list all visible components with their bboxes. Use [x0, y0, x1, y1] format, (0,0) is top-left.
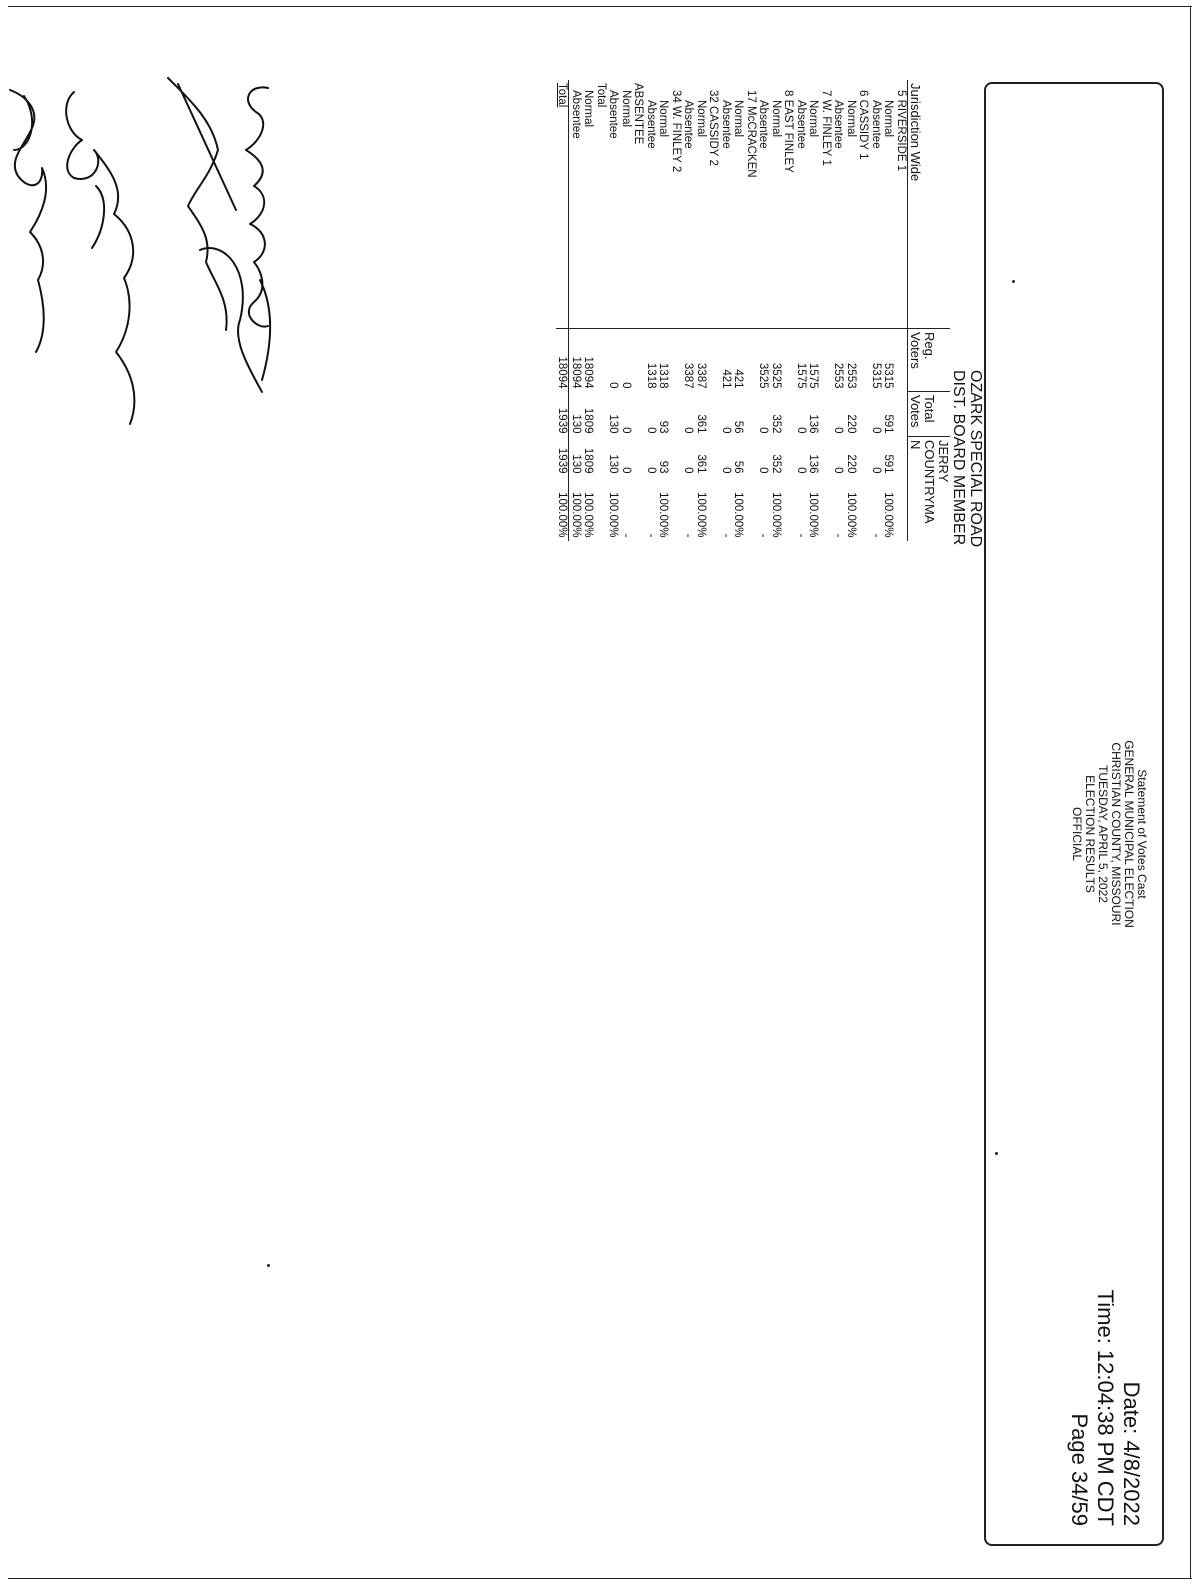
row-candidate-votes: 136: [807, 454, 820, 474]
scan-speck: [995, 1152, 998, 1155]
grand-total-label: Total: [556, 80, 569, 329]
row-candidate-pct: -: [720, 533, 732, 538]
row-candidate-pct: [895, 477, 908, 541]
row-reg-voters: [670, 329, 683, 392]
row-candidate-pct: 100.00%: [570, 492, 582, 538]
row-label: Absentee: [682, 100, 695, 149]
row-reg-voters: 3387: [682, 329, 695, 392]
row-label: Normal: [807, 100, 820, 138]
table-row: [695, 80, 708, 541]
contest-title: [950, 370, 984, 640]
scan-speck: [1012, 280, 1015, 283]
row-candidate-votes: 0: [620, 467, 632, 474]
table-row: [857, 80, 870, 541]
row-total-votes: 0: [795, 427, 807, 434]
table-row: [720, 80, 733, 541]
row-candidate-votes: 0: [757, 467, 770, 474]
row-label: Absentee: [832, 100, 845, 149]
row-total-votes: 0: [620, 427, 632, 434]
results-body: [569, 80, 908, 541]
row-reg-voters: 421: [720, 329, 733, 392]
row-label: 32 CASSIDY 2: [707, 90, 720, 166]
row-label: Absentee: [607, 90, 620, 139]
row-total-votes: [782, 392, 795, 437]
table-row: [820, 80, 833, 541]
row-candidate-pct: [857, 477, 870, 541]
row-candidate-pct: -: [832, 533, 845, 538]
row-candidate-votes: [857, 437, 870, 477]
row-label: Absentee: [757, 100, 770, 149]
table-row: [569, 80, 582, 541]
row-candidate-votes: 0: [832, 467, 845, 474]
row-candidate-pct: -: [620, 533, 632, 538]
table-row: [770, 80, 783, 541]
row-reg-voters: [820, 329, 833, 392]
scan-speck: [267, 1264, 270, 1267]
row-reg-voters: 3525: [757, 329, 770, 392]
grand-total-pct: 100.00%: [556, 477, 569, 541]
row-candidate-pct: 100.00%: [657, 492, 670, 538]
row-candidate-pct: 100.00%: [695, 492, 707, 538]
table-row: [807, 80, 820, 541]
row-total-votes: 220: [845, 414, 857, 434]
contest-title-line1: OZARK SPECIAL ROAD: [967, 370, 984, 548]
row-candidate-votes: 93: [657, 460, 670, 474]
row-reg-voters: 3387: [695, 329, 708, 392]
row-candidate-votes: [707, 437, 720, 477]
row-reg-voters: 18094: [582, 329, 595, 392]
row-reg-voters: [857, 329, 870, 392]
row-candidate-votes: [782, 437, 795, 477]
row-label: 34 W. FINLEY 2: [670, 90, 682, 173]
row-label: 8 EAST FINLEY: [782, 90, 795, 173]
table-row: [832, 80, 845, 541]
row-candidate-votes: 220: [845, 454, 857, 474]
row-reg-voters: 18094: [569, 329, 582, 392]
row-reg-voters: [632, 329, 645, 392]
row-total-votes: 93: [657, 420, 670, 434]
row-total-votes: [707, 392, 720, 437]
row-total-votes: [670, 392, 683, 437]
table-row: [582, 80, 595, 541]
row-candidate-votes: 130: [607, 454, 620, 474]
row-candidate-votes: 56: [732, 460, 745, 474]
table-row: [707, 80, 720, 541]
row-total-votes: 0: [832, 427, 845, 434]
row-candidate-votes: 0: [720, 467, 732, 474]
row-total-votes: 0: [757, 427, 770, 434]
table-row: [745, 80, 758, 541]
row-candidate-pct: 100.00%: [882, 492, 895, 538]
row-candidate-votes: 0: [870, 467, 882, 474]
row-candidate-pct: 100.00%: [807, 492, 820, 538]
report-date: Date: 4/8/2022: [1119, 1381, 1144, 1526]
row-candidate-votes: 130: [570, 454, 582, 474]
contest-title-line2: DIST. BOARD MEMBER: [950, 370, 967, 546]
row-reg-voters: [707, 329, 720, 392]
row-reg-voters: [782, 329, 795, 392]
row-reg-voters: [895, 329, 908, 392]
row-candidate-votes: 361: [695, 454, 707, 474]
grand-total-reg: 18094: [556, 329, 569, 392]
grand-total-votes: 1939: [556, 392, 569, 437]
status-label: OFFICIAL: [1070, 806, 1084, 861]
row-candidate-pct: [782, 477, 795, 541]
row-candidate-votes: 352: [770, 454, 782, 474]
election-date: TUESDAY, APRIL 5, 2022: [1096, 765, 1110, 903]
row-total-votes: [595, 392, 608, 437]
date-block: [1066, 1290, 1144, 1526]
jurisdiction-header: Jurisdiction Wide: [908, 83, 923, 182]
election-name: GENERAL MUNICIPAL ELECTION: [1122, 740, 1136, 928]
row-label: Normal: [845, 100, 857, 138]
row-total-votes: 0: [720, 427, 732, 434]
row-candidate-pct: -: [757, 533, 770, 538]
row-candidate-pct: 100.00%: [607, 492, 620, 538]
row-label: ABSENTEE: [632, 83, 645, 145]
row-label: Normal: [770, 100, 782, 138]
row-label: Normal: [732, 100, 745, 138]
row-total-votes: [895, 392, 908, 437]
row-label: Normal: [657, 100, 670, 138]
row-reg-voters: 1318: [657, 329, 670, 392]
results-label: ELECTION RESULTS: [1083, 775, 1097, 893]
total-votes-header: Total Votes: [908, 392, 951, 437]
table-row: [607, 80, 620, 541]
table-row: [732, 80, 745, 541]
reg-voters-header: Reg. Voters: [908, 329, 951, 392]
row-candidate-votes: [745, 437, 758, 477]
row-candidate-pct: [595, 477, 608, 541]
row-reg-voters: 5315: [870, 329, 883, 392]
row-candidate-pct: [632, 477, 645, 541]
table-row: [595, 80, 608, 541]
row-total-votes: 361: [695, 414, 707, 434]
row-total-votes: 0: [682, 427, 695, 434]
row-candidate-votes: 1809: [582, 447, 595, 474]
table-row: [645, 80, 658, 541]
row-reg-voters: [745, 329, 758, 392]
grand-total-row: [556, 80, 569, 541]
row-reg-voters: 1575: [807, 329, 820, 392]
row-total-votes: 130: [607, 414, 620, 434]
row-candidate-votes: 0: [645, 467, 657, 474]
row-total-votes: [857, 392, 870, 437]
row-total-votes: 130: [570, 414, 582, 434]
row-candidate-votes: [632, 437, 645, 477]
grand-total-cand: 1939: [556, 437, 569, 477]
table-row: [632, 80, 645, 541]
row-candidate-votes: [895, 437, 908, 477]
row-candidate-pct: -: [795, 533, 807, 538]
row-candidate-votes: [670, 437, 683, 477]
statement-title: Statement of Votes Cast: [1135, 769, 1149, 899]
row-total-votes: 136: [807, 414, 820, 434]
candidate-header: JERRY COUNTRYMA N: [908, 437, 951, 541]
row-reg-voters: 1318: [645, 329, 658, 392]
row-label: Normal: [695, 100, 707, 138]
table-row: [682, 80, 695, 541]
row-reg-voters: 2553: [832, 329, 845, 392]
statement-block: [1070, 704, 1148, 964]
row-reg-voters: 1575: [795, 329, 808, 392]
row-label: 7 W. FINLEY 1: [820, 90, 832, 166]
row-label: 6 CASSIDY 1: [857, 90, 870, 160]
row-reg-voters: 0: [620, 329, 633, 392]
table-row: [795, 80, 808, 541]
row-candidate-pct: 100.00%: [770, 492, 782, 538]
table-row: [882, 80, 895, 541]
row-label: Normal: [620, 90, 632, 128]
row-label: Absentee: [645, 100, 657, 149]
row-total-votes: 352: [770, 414, 782, 434]
table-row: [895, 80, 908, 541]
row-total-votes: [632, 392, 645, 437]
row-reg-voters: 2553: [845, 329, 858, 392]
report-header: [984, 82, 1164, 1546]
row-label: Absentee: [870, 100, 882, 149]
row-reg-voters: 5315: [882, 329, 895, 392]
row-candidate-votes: 591: [882, 454, 895, 474]
row-candidate-pct: [745, 477, 758, 541]
row-reg-voters: 0: [607, 329, 620, 392]
row-candidate-pct: 100.00%: [582, 492, 595, 538]
table-row: [670, 80, 683, 541]
results-table: [556, 80, 950, 541]
county-name: CHRISTIAN COUNTY, MISSOURI: [1109, 742, 1123, 926]
row-candidate-pct: 100.00%: [845, 492, 857, 538]
table-row: [657, 80, 670, 541]
row-candidate-pct: 100.00%: [732, 492, 745, 538]
row-label: Absentee: [720, 100, 732, 149]
row-reg-voters: 3525: [770, 329, 783, 392]
table-row: [845, 80, 858, 541]
table-row: [870, 80, 883, 541]
row-reg-voters: 421: [732, 329, 745, 392]
row-label: Absentee: [795, 100, 807, 149]
row-label: Absentee: [570, 90, 582, 139]
row-candidate-pct: [670, 477, 683, 541]
row-label: 17 McCRACKEN: [745, 90, 757, 178]
row-total-votes: 0: [870, 427, 882, 434]
row-candidate-pct: -: [645, 533, 657, 538]
row-candidate-votes: [820, 437, 833, 477]
row-label: Normal: [882, 100, 895, 138]
row-total-votes: 56: [732, 420, 745, 434]
table-row: [620, 80, 633, 541]
table-row: [782, 80, 795, 541]
row-label: 5 RIVERSIDE 1: [895, 90, 907, 172]
row-candidate-votes: [595, 437, 608, 477]
table-header-row: [908, 80, 951, 541]
row-reg-voters: [595, 329, 608, 392]
table-row: [757, 80, 770, 541]
row-candidate-pct: -: [870, 533, 882, 538]
row-total-votes: 0: [645, 427, 657, 434]
report-page: Page 34/59: [1067, 1413, 1092, 1526]
row-total-votes: [820, 392, 833, 437]
row-candidate-votes: 0: [795, 467, 807, 474]
row-candidate-votes: 0: [682, 467, 695, 474]
row-label: Normal: [582, 90, 595, 128]
row-total-votes: 1809: [582, 407, 595, 434]
report-time: Time: 12:04:38 PM CDT: [1093, 1289, 1118, 1526]
row-total-votes: 591: [882, 414, 895, 434]
row-label: Total: [595, 83, 607, 108]
row-candidate-pct: -: [682, 533, 695, 538]
row-candidate-pct: [707, 477, 720, 541]
row-total-votes: [745, 392, 758, 437]
row-candidate-pct: [820, 477, 833, 541]
